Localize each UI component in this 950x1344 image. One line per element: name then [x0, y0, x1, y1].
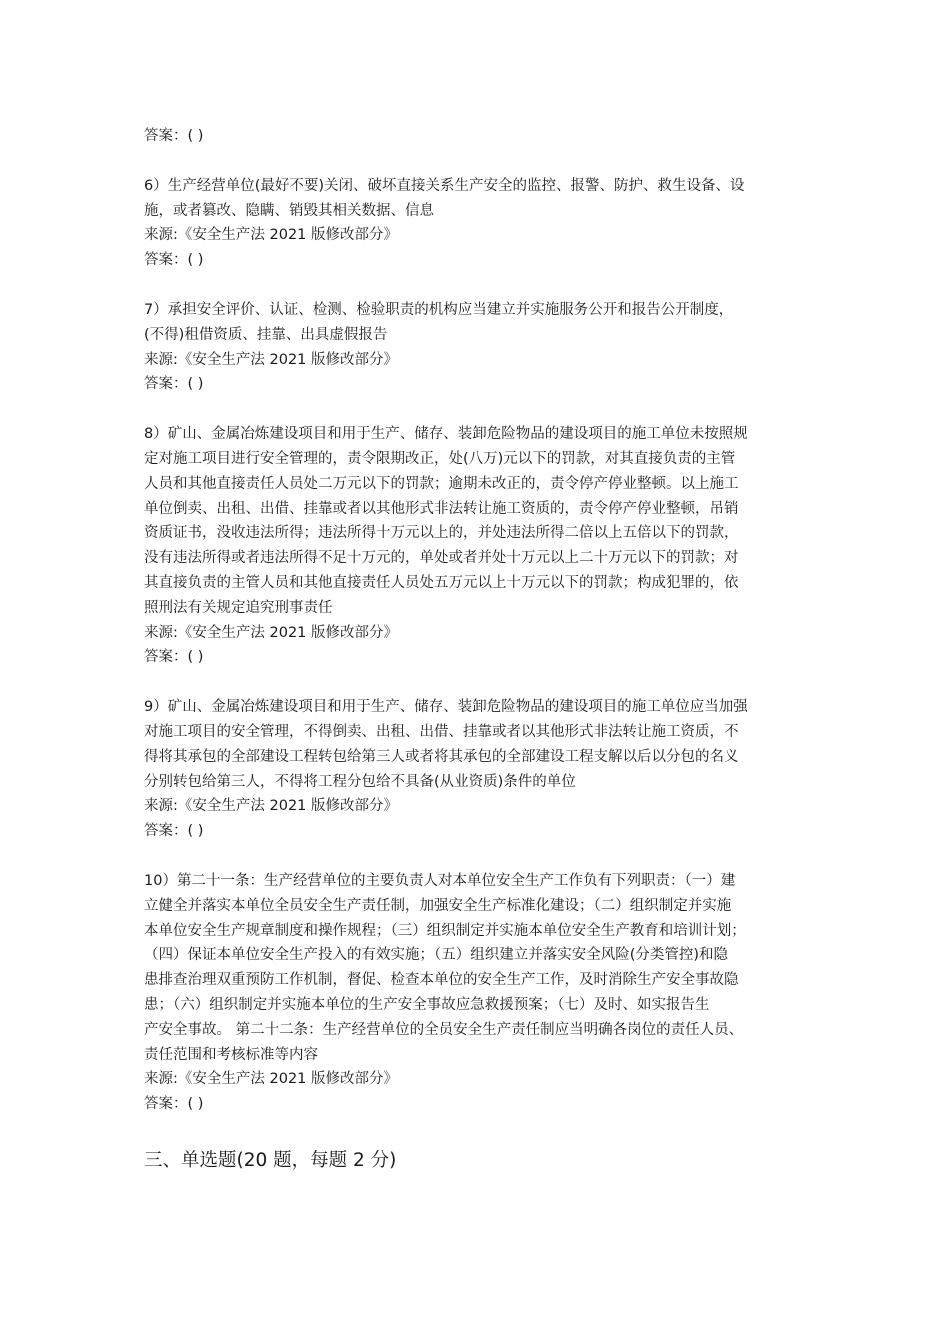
question-8 [144, 422, 814, 670]
question-text-line: 分别转包给第三人，不得将工程分包给不具备(从业资质)条件的单位 [144, 773, 576, 790]
question-text-line: 9）矿山、金属冶炼建设项目和用于生产、储存、装卸危险物品的建设项目的施工单位应当加强 [144, 699, 748, 716]
question-answer: 答案：( ) [144, 1096, 204, 1113]
question-text-line: 产安全事故。 第二十二条：生产经营单位的全员安全生产责任制应当明确各岗位的责任人员、 [144, 1021, 744, 1038]
question-text-line: (不得)租借资质、挂靠、出具虚假报告 [144, 326, 388, 343]
question-text-line: 对施工项目的安全管理，不得倒卖、出租、出借、挂靠或者以其他形式非法转让施工资质，不 [144, 723, 739, 740]
question-text-line: （四）保证本单位安全生产投入的有效实施；（五）组织建立并落实安全风险(分类管控)和隐 [144, 947, 729, 964]
question-source: 来源:《安全生产法 2021 版修改部分》 [144, 1071, 399, 1088]
question-text-line: 施，或者篡改、隐瞒、销毁其相关数据、信息 [144, 202, 434, 219]
question-7 [144, 298, 814, 397]
question-text-line: 8）矿山、金属冶炼建设项目和用于生产、储存、装卸危险物品的建设项目的施工单位未按照规 [144, 426, 748, 443]
question-answer: 答案：( ) [144, 823, 204, 840]
question-text-line: 其直接负责的主管人员和其他直接责任人员处五万元以上十万元以下的罚款；构成犯罪的，依 [144, 574, 739, 591]
question-text-line: 责任范围和考核标准等内容 [144, 1046, 318, 1063]
question-text-line: 立健全并落实本单位全员安全生产责任制，加强安全生产标准化建设；（二）组织制定并实施 [144, 897, 732, 914]
question-text-line: 本单位安全生产规章制度和操作规程；（三）组织制定并实施本单位安全生产教育和培训计划； [144, 922, 746, 939]
question-text-line: 人员和其他直接责任人员处二万元以下的罚款；逾期未改正的，责令停产停业整顿。以上施工 [144, 475, 739, 492]
question-source: 来源:《安全生产法 2021 版修改部分》 [144, 798, 399, 815]
question-9 [144, 695, 814, 844]
section-heading: 三、单选题(20 题，每题 2 分) [144, 1149, 397, 1171]
question-answer: 答案：( ) [144, 252, 204, 269]
question-text-line: 照刑法有关规定追究刑事责任 [144, 599, 333, 616]
question-text-line: 没有违法所得或者违法所得不足十万元的，单处或者并处十万元以上二十万元以下的罚款；对 [144, 550, 739, 567]
question-text-line: 单位倒卖、出租、出借、挂靠或者以其他形式非法转让施工资质的，责令停产停业整顿，吊销 [144, 500, 739, 517]
question-text-line: 7）承担安全评价、认证、检测、检验职责的机构应当建立并实施服务公开和报告公开制度， [144, 301, 734, 318]
question-text-line: 患；（六）组织制定并实施本单位的生产安全事故应急救援预案；（七）及时、如实报告生 [144, 996, 710, 1013]
question-text-line: 10）第二十一条：生产经营单位的主要负责人对本单位安全生产工作负有下列职责：（一）建 [144, 872, 736, 889]
question-6 [144, 174, 814, 273]
question-text-line: 得将其承包的全部建设工程转包给第三人或者将其承包的全部建设工程支解以后以分包的名义 [144, 748, 739, 765]
question-answer: 答案：( ) [144, 649, 204, 666]
question-source: 来源:《安全生产法 2021 版修改部分》 [144, 351, 399, 368]
question-text-line: 定对施工项目进行安全管理的，责令限期改正，处(八万)元以下的罚款，对其直接负责的主管 [144, 450, 736, 467]
question-text-line: 患排查治理双重预防工作机制，督促、检查本单位的安全生产工作，及时消除生产安全事故隐 [144, 972, 739, 989]
leading-answer: 答案：( ) [144, 128, 204, 144]
document-page [144, 124, 814, 1174]
question-text-line: 6）生产经营单位(最好不要)关闭、破坏直接关系生产安全的监控、报警、防护、救生设备、设 [144, 177, 745, 194]
question-source: 来源:《安全生产法 2021 版修改部分》 [144, 227, 399, 244]
question-10 [144, 869, 814, 1117]
question-source: 来源:《安全生产法 2021 版修改部分》 [144, 624, 399, 641]
question-text-line: 资质证书，没收违法所得；违法所得十万元以上的，并处违法所得二倍以上五倍以下的罚款， [144, 525, 739, 542]
question-answer: 答案：( ) [144, 376, 204, 393]
